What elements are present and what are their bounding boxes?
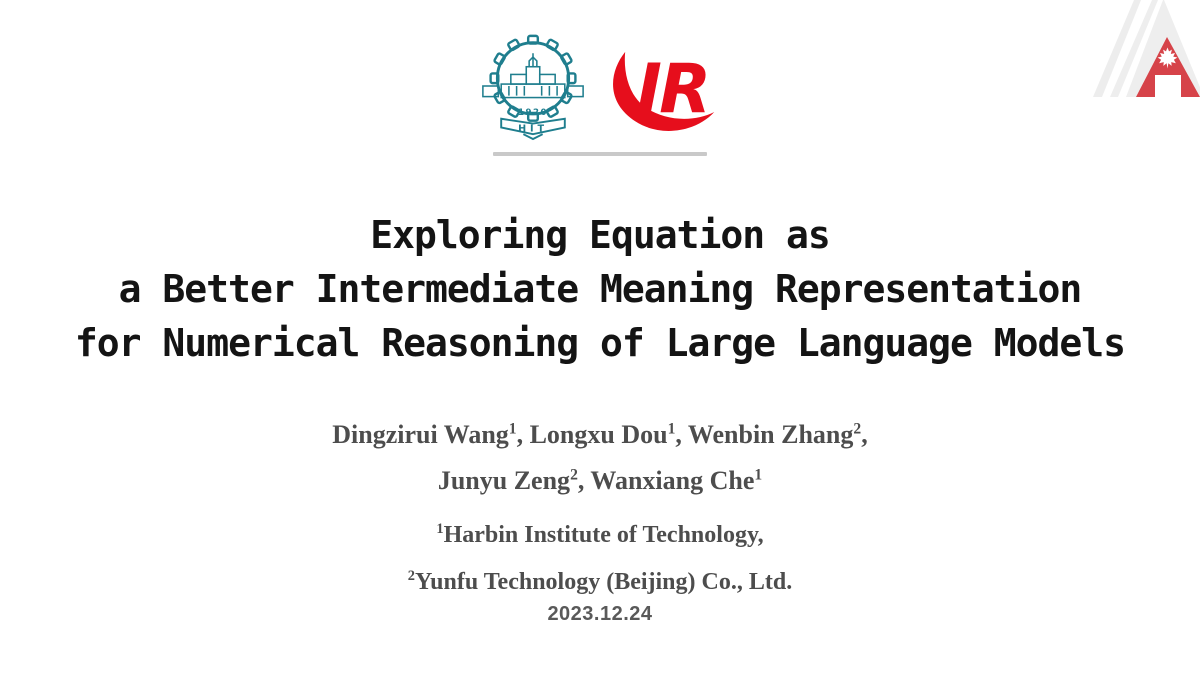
authors-line-2: Junyu Zeng$^2$, Wanxiang Che$^1$ [437,466,763,495]
hit-university-logo [480,30,586,142]
divider-line [493,152,707,156]
affiliations-block [0,512,1200,606]
hit-year-label: 1920 [518,107,548,118]
affiliation-line-1: $^1$Harbin Institute of Technology, [436,521,764,548]
page-title [0,208,1200,370]
date-label: 2023.12.24 [547,603,653,625]
affiliation-line-2: $^2$Yunfu Technology (Beijing) Co., Ltd. [407,568,793,595]
title-line-3: for Numerical Reasoning of Large Language Models [74,321,1126,365]
title-line-1: Exploring Equation as [370,213,830,257]
authors-line-1: Dingzirui Wang$^1$, Longxu Dou$^1$, Wenbin Zhang$^2$, [332,420,868,449]
hit-acronym-label: HIT [518,123,548,135]
title-line-2: a Better Intermediate Meaning Representation [118,267,1082,311]
ir-letters: IR [636,50,709,128]
ir-lab-logo [602,50,720,142]
authors-block [0,412,1200,504]
logo-row [0,30,1200,142]
